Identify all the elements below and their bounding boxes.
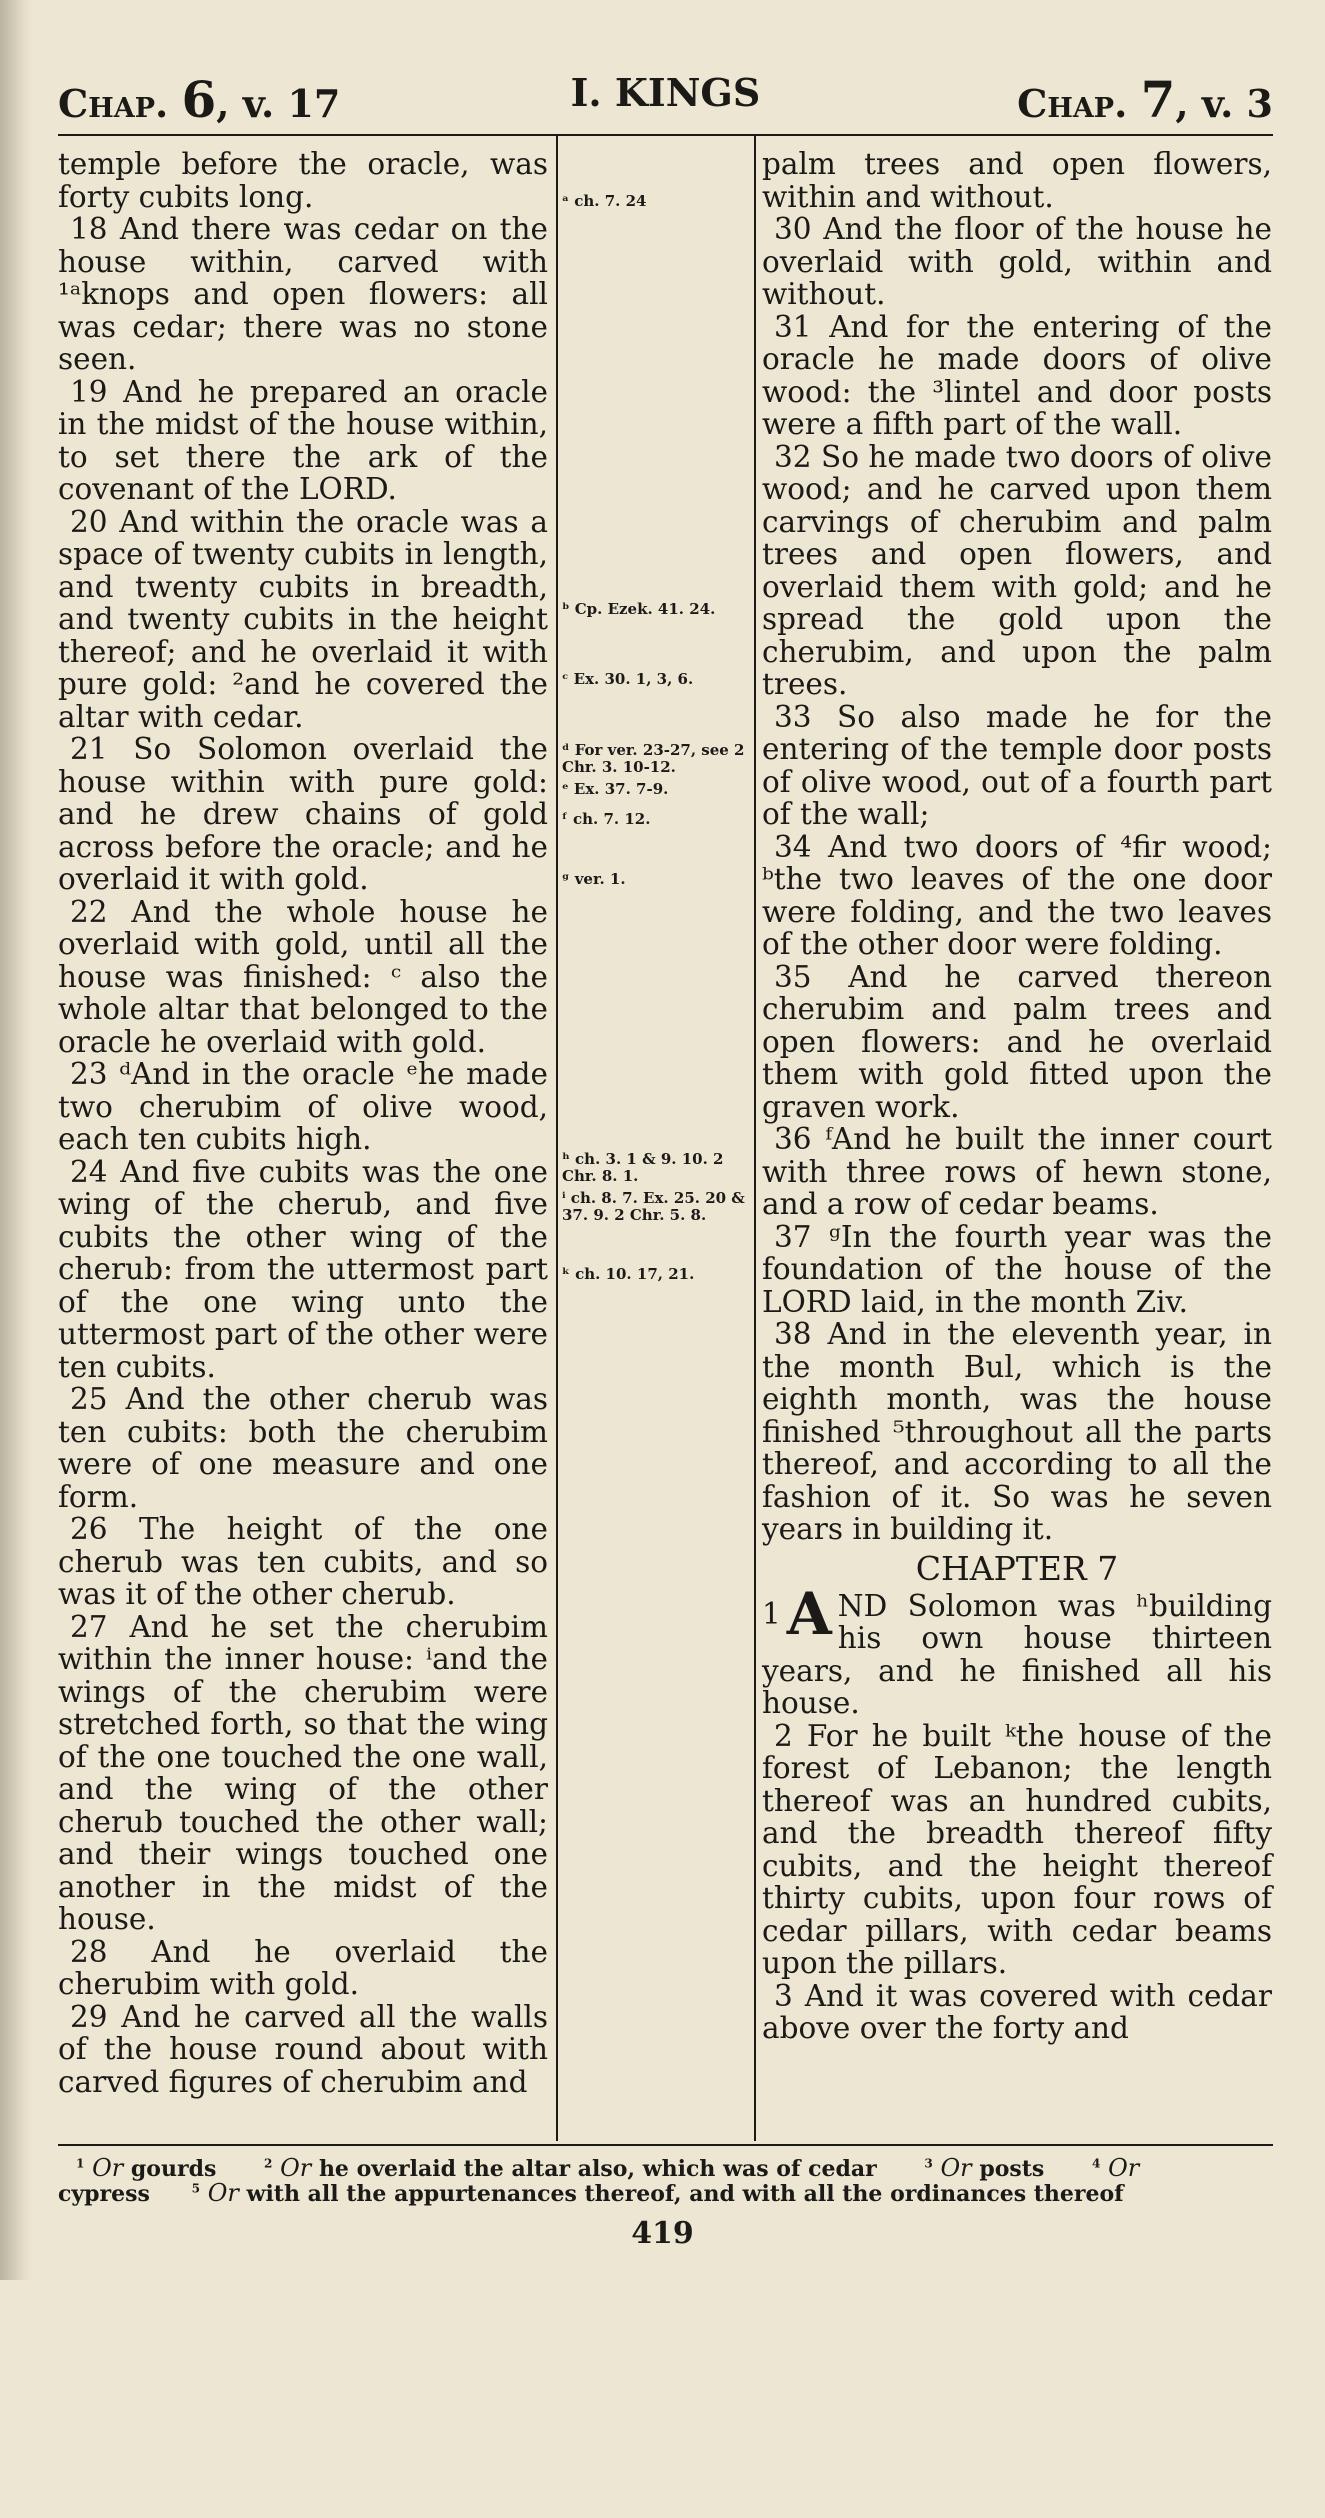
margin-reference: ᵍ ver. 1. <box>562 870 626 888</box>
left-column-verse: 24 And five cubits was the one wing of the cherub, and five cubits the other wing of the cherub: from the uttermost part of the one wing unto the uttermost part of the other were ten cubits. <box>58 1154 548 1384</box>
margin-reference: ⁱ ch. 8. 7. Ex. 25. 20 & 37. 9. 2 Chr. 5. 8. <box>562 1189 745 1224</box>
footnote-or: Or <box>940 2154 972 2182</box>
left-column-verse: 21 So Solomon overlaid the house within with pure gold: and he drew chains of gold across before the oracle; and he overlaid it with gold. <box>58 732 548 896</box>
chapter7-verse-1 <box>762 1579 1272 1720</box>
page-gutter-shadow <box>0 0 34 2280</box>
chapter7-verse-2: 2 For he built ᵏthe house of the forest of Lebanon; the length thereof was an hundred cubits, and the breadth thereof fifty cubits, and the height thereof thirty cubits, upon four rows of cedar pillars, with cedar beams upon the pillars. <box>762 1718 1272 1980</box>
footnote-1: gourds <box>130 2156 217 2182</box>
footnote-or: Or <box>280 2154 312 2182</box>
left-column-verse: 29 And he carved all the walls of the house round about with carved figures of cherubim and <box>58 1999 548 2099</box>
right-column-verse: 33 So also made he for the entering of the temple door posts of olive wood, out of a fourth part of the wall; <box>762 699 1272 831</box>
right-verses <box>762 148 1272 1546</box>
footnote-5: with all the appurtenances thereof, and with all the ordinances thereof <box>246 2181 1124 2207</box>
footnote-3: posts <box>979 2156 1045 2182</box>
margin-reference: ᵈ For ver. 23-27, see 2 Chr. 3. 10-12. <box>562 741 745 776</box>
drop-cap: A <box>786 1579 832 1648</box>
left-column-verse: 18 And there was cedar on the house within, carved with ¹ᵃknops and open flowers: all was cedar; there was no stone seen. <box>58 212 548 376</box>
right-column-verse: 31 And for the entering of the oracle he made doors of olive wood: the ³lintel and door posts were a fifth part of the wall. <box>762 309 1272 441</box>
header-left-chapter: 6 <box>181 70 217 129</box>
right-column-verse: 34 And two doors of ⁴fir wood; ᵇthe two leaves of the one door were folding, and the two leaves of the other door were folding. <box>762 829 1272 961</box>
margin-reference: ᵃ ch. 7. 24 <box>562 192 647 210</box>
footnote-rule <box>58 2144 1273 2146</box>
verse-text: ND Solomon was ʰbuilding his own house thirteen years, and he finished all his house. <box>762 1588 1272 1720</box>
footnote-4: cypress <box>58 2181 150 2207</box>
footnote-marker: 3 <box>924 2156 933 2171</box>
left-column-verse: 26 The height of the one cherub was ten cubits, and so was it of the other cherub. <box>58 1512 548 1611</box>
column-divider-right <box>754 136 756 2141</box>
footnotes <box>58 2156 1273 2206</box>
footnote-or: Or <box>1108 2154 1140 2182</box>
margin-reference: ᵉ Ex. 37. 7-9. <box>562 780 669 798</box>
right-column-verse: 30 And the floor of the house he overlaid with gold, within and without. <box>762 212 1272 311</box>
header-right-verse: , v. 3 <box>1175 81 1273 126</box>
footnote-or: Or <box>92 2154 124 2182</box>
header-left-prefix: Chap. <box>58 81 169 126</box>
left-column-verse: 25 And the other cherub was ten cubits: both the cherubim were of one measure and one form. <box>58 1382 548 1514</box>
header-right-prefix: Chap. <box>1017 81 1128 126</box>
running-head <box>58 70 1273 130</box>
right-column-verse: palm trees and open flowers, within and without. <box>762 147 1272 214</box>
left-column-verse: 28 And he overlaid the cherubim with gold. <box>58 1934 548 2001</box>
left-column-verse: 22 And the whole house he overlaid with gold, until all the house was finished: ᶜ also the whole altar that belonged to the oracle he overlaid with gold. <box>58 894 548 1059</box>
footnote-2: he overlaid the altar also, which was of cedar <box>318 2156 877 2182</box>
footnote-marker: 1 <box>76 2156 85 2171</box>
right-column-verse: 37 ᵍIn the fourth year was the foundation of the house of the LORD laid, in the month Ziv. <box>762 1219 1272 1319</box>
footnote-marker: 4 <box>1092 2156 1101 2171</box>
footnote-or: Or <box>207 2179 239 2207</box>
verse-number: 1 <box>762 1596 781 1631</box>
right-text-column <box>762 148 1272 2045</box>
margin-reference: ᵏ ch. 10. 17, 21. <box>562 1265 695 1283</box>
left-column-verse: 23 ᵈAnd in the oracle ᵉhe made two cherubim of olive wood, each ten cubits high. <box>58 1057 548 1156</box>
left-column-verse: 20 And within the oracle was a space of twenty cubits in length, and twenty cubits in breadth, and twenty cubits in the height thereof; and he overlaid it with pure gold: ²and he covered the altar with cedar. <box>58 504 548 734</box>
book-title: I. KINGS <box>570 70 761 115</box>
right-column-verse: 36 ᶠAnd he built the inner court with three rows of hewn stone, and a row of cedar beams. <box>762 1122 1272 1221</box>
right-column-verse: 32 So he made two doors of olive wood; and he carved upon them carvings of cherubim and palm trees and open flowers, and overlaid them with gold; and he spread the gold upon the cherubim, and upon the palm trees. <box>762 439 1272 701</box>
footnote-line-1 <box>58 2156 1273 2181</box>
left-column-verse: 27 And he set the cherubim within the inner house: ⁱand the wings of the cherubim were stretched forth, so that the wing of the one touched the one wall, and the wing of the other cherub touched the other wall; and their wings touched one another in the midst of the house. <box>58 1609 548 1936</box>
right-column-verse: 38 And in the eleventh year, in the month Bul, which is the eighth month, was the house finished ⁵throughout all the parts thereof, and according to all the fashion of it. So was he seven years in building it. <box>762 1317 1272 1546</box>
right-column-verse: 35 And he carved thereon cherubim and palm trees and open flowers: and he overlaid them with gold fitted upon the graven work. <box>762 959 1272 1124</box>
margin-reference: ᶜ Ex. 30. 1, 3, 6. <box>562 670 694 688</box>
left-column-verse: temple before the oracle, was forty cubits long. <box>58 147 548 214</box>
left-text-column <box>58 148 548 2098</box>
footnote-marker: 2 <box>264 2156 273 2171</box>
margin-reference: ᵇ Cp. Ezek. 41. 24. <box>562 600 716 618</box>
left-column-verse: 19 And he prepared an oracle in the midst of the house within, to set there the ark of the covenant of the LORD. <box>58 374 548 506</box>
chapter-heading: CHAPTER 7 <box>915 1548 1119 1588</box>
header-rule <box>58 134 1273 136</box>
margin-reference: ᶠ ch. 7. 12. <box>562 810 651 828</box>
margin-reference: ʰ ch. 3. 1 & 9. 10. 2 Chr. 8. 1. <box>562 1150 724 1185</box>
footnote-line-2 <box>58 2181 1273 2206</box>
chapter7-verse-3: 3 And it was covered with cedar above over the forty and <box>762 1978 1272 2045</box>
header-left-verse: , v. 17 <box>216 81 341 126</box>
column-divider-left <box>556 136 558 2141</box>
page-number: 419 <box>631 2216 694 2251</box>
header-right <box>1017 70 1273 129</box>
footnote-marker: 5 <box>191 2181 201 2196</box>
header-right-chapter: 7 <box>1140 70 1176 129</box>
